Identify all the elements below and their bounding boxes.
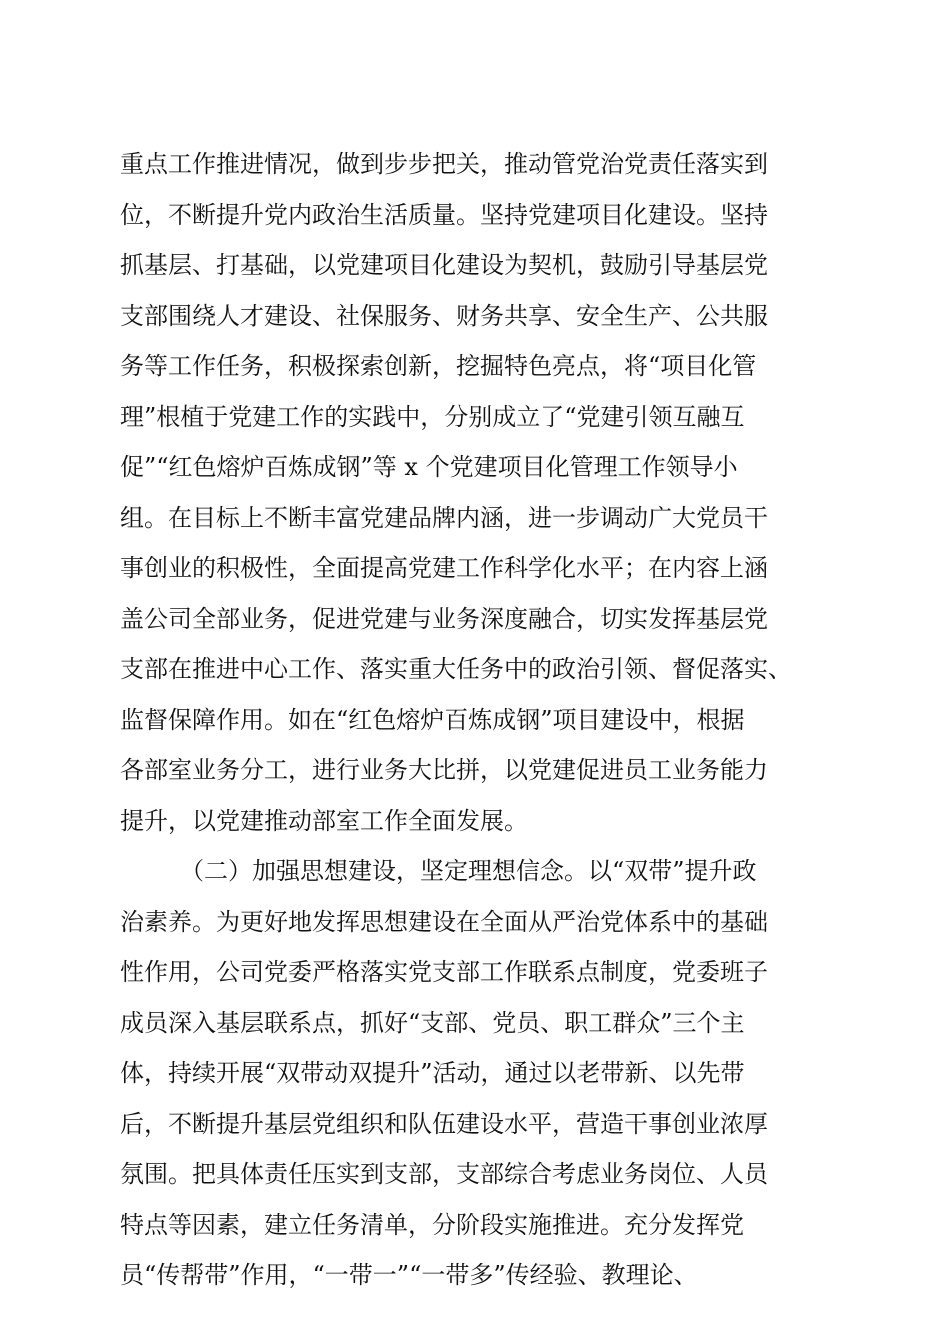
text-line: 治素养。为更好地发挥思想建设在全面从严治党体系中的基础 xyxy=(120,907,768,936)
text-line: 氛围。把具体责任压实到支部，支部综合考虑业务岗位、人员 xyxy=(120,1160,768,1188)
text-line: 成员深入基层联系点，抓好“支部、党员、职工群众”三个主 xyxy=(120,1008,745,1037)
text-line: 性作用，公司党委严格落实党支部工作联系点制度，党委班子 xyxy=(120,958,768,986)
text-line: 组。在目标上不断丰富党建品牌内涵，进一步调动广大党员干 xyxy=(120,503,768,532)
text-line: 促”“红色熔炉百炼成钢”等 x 个党建项目化管理工作领导小 xyxy=(120,453,738,481)
text-line: 事创业的积极性，全面提高党建工作科学化水平；在内容上涵 xyxy=(120,554,768,582)
text-line: 体，持续开展“双带动双提升”活动，通过以老带新、以先带 xyxy=(120,1059,745,1087)
text-line: 务等工作任务，积极探索创新，挖掘特色亮点，将“项目化管 xyxy=(120,352,757,380)
text-line: 各部室业务分工，进行业务大比拼，以党建促进员工业务能力 xyxy=(120,756,768,784)
text-line: 提升，以党建推动部室工作全面发展。 xyxy=(120,806,528,835)
text-line: 位，不断提升党内政治生活质量。坚持党建项目化建设。坚持 xyxy=(120,200,768,229)
section-heading-line: （二）加强思想建设，坚定理想信念。以“双带”提升政 xyxy=(180,857,757,885)
text-line: 特点等因素，建立任务清单，分阶段实施推进。充分发挥党 xyxy=(120,1210,744,1239)
text-line: 后，不断提升基层党组织和队伍建设水平，营造干事创业浓厚 xyxy=(120,1109,768,1138)
text-line: 支部在推进中心工作、落实重大任务中的政治引领、督促落实、 xyxy=(120,655,792,683)
text-line: 员“传帮带”作用，“一带一”“一带多”传经验、教理论、 xyxy=(120,1261,698,1289)
text-line: 支部围绕人才建设、社保服务、财务共享、安全生产、公共服 xyxy=(120,301,768,330)
text-line: 盖公司全部业务，促进党建与业务深度融合，切实发挥基层党 xyxy=(120,604,768,633)
text-line: 抓基层、打基础，以党建项目化建设为契机，鼓励引导基层党 xyxy=(120,251,768,279)
body-text xyxy=(120,139,840,1301)
text-line: 重点工作推进情况，做到步步把关，推动管党治党责任落实到 xyxy=(120,150,768,178)
text-line: 理”根植于党建工作的实践中，分别成立了“党建引领互融互 xyxy=(120,402,745,431)
text-line: 监督保障作用。如在“红色熔炉百炼成钢”项目建设中，根据 xyxy=(120,705,745,734)
